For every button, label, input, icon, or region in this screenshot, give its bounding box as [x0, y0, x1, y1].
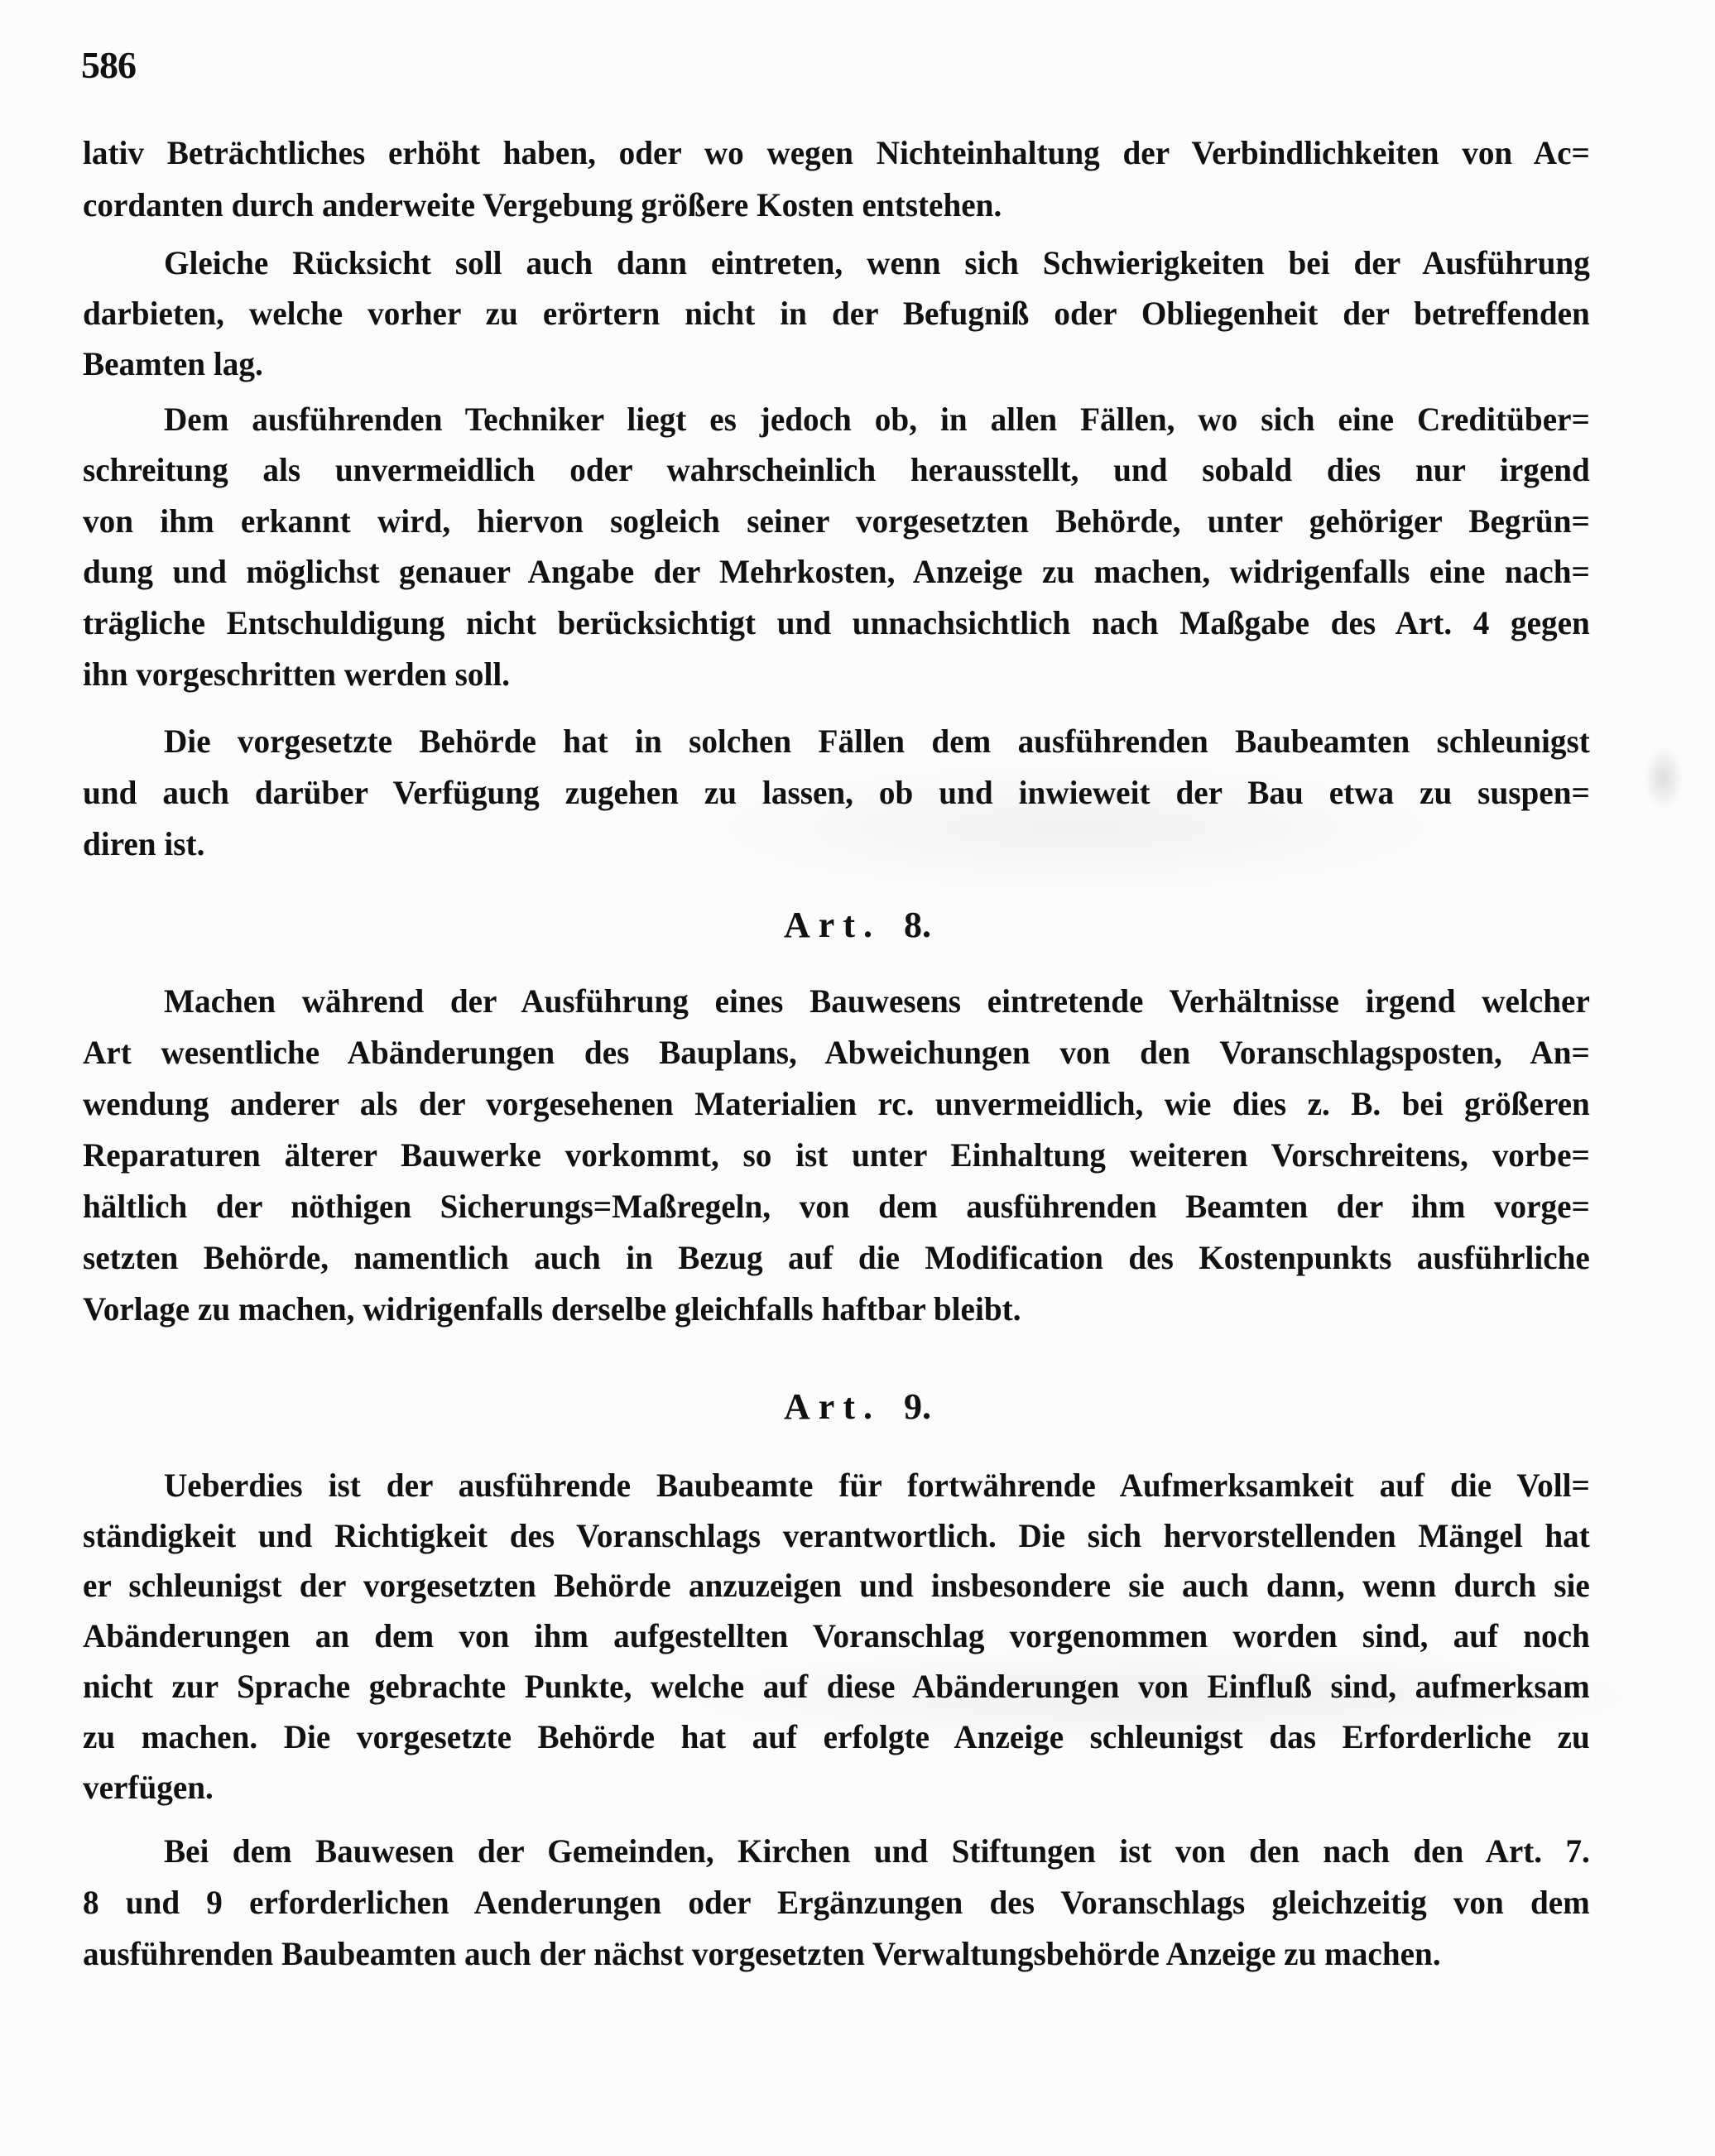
- text-line: Ueberdies ist der ausführende Baubeamte für fortwährende Aufmerksamkeit auf die Voll=: [164, 1467, 1590, 1504]
- text-line: Dem ausführenden Techniker liegt es jedoch ob, in allen Fällen, wo sich eine Creditüber=: [164, 401, 1590, 438]
- text-line: schreitung als unvermeidlich oder wahrscheinlich herausstellt, und sobald dies nur irgend: [83, 451, 1590, 488]
- text-line: verfügen.: [83, 1769, 214, 1806]
- text-line: cordanten durch anderweite Vergebung größere Kosten entstehen.: [83, 186, 1002, 223]
- text-line: trägliche Entschuldigung nicht berücksichtigt und unnachsichtlich nach Maßgabe des Art. 4 gegen: [83, 604, 1590, 641]
- text-line: Beamten lag.: [83, 345, 263, 382]
- article-number: 9.: [903, 1386, 931, 1427]
- text-line: Gleiche Rücksicht soll auch dann eintreten, wenn sich Schwierigkeiten bei der Ausführung: [164, 244, 1590, 281]
- text-line: lativ Beträchtliches erhöht haben, oder wo wegen Nichteinhaltung der Verbindlichkeiten von Ac=: [83, 134, 1590, 171]
- text-line: Bei dem Bauwesen der Gemeinden, Kirchen und Stiftungen ist von den nach den Art. 7.: [164, 1832, 1590, 1870]
- article-heading-8: [0, 900, 1715, 950]
- text-line: diren ist.: [83, 825, 205, 862]
- text-line: Art wesentliche Abänderungen des Bauplans, Abweichungen von den Voranschlagsposten, An=: [83, 1034, 1590, 1071]
- text-line: Machen während der Ausführung eines Bauwesens eintretende Verhältnisse irgend welcher: [164, 982, 1590, 1020]
- article-heading-9: [0, 1382, 1715, 1432]
- text-line: nicht zur Sprache gebrachte Punkte, welche auf diese Abänderungen von Einfluß sind, aufmerksam: [83, 1668, 1590, 1705]
- text-line: darbieten, welche vorher zu erörtern nicht in der Befugniß oder Obliegenheit der betreffenden: [83, 295, 1590, 332]
- text-line: 8 und 9 erforderlichen Aenderungen oder Ergänzungen des Voranschlags gleichzeitig von dem: [83, 1884, 1590, 1921]
- text-line: und auch darüber Verfügung zugehen zu lassen, ob und inwieweit der Bau etwa zu suspen=: [83, 774, 1590, 811]
- text-line: ausführenden Baubeamten auch der nächst vorgesetzten Verwaltungsbehörde Anzeige zu machen.: [83, 1935, 1441, 1972]
- text-line: Die vorgesetzte Behörde hat in solchen Fällen dem ausführenden Baubeamten schleunigst: [164, 723, 1590, 760]
- text-line: er schleunigst der vorgesetzten Behörde anzuzeigen und insbesondere sie auch dann, wenn durch sie: [83, 1567, 1590, 1604]
- text-line: ständigkeit und Richtigkeit des Voranschlags verantwortlich. Die sich hervorstellenden Mängel hat: [83, 1517, 1590, 1554]
- text-line: setzten Behörde, namentlich auch in Bezug auf die Modification des Kostenpunkts ausführliche: [83, 1239, 1590, 1276]
- text-line: Reparaturen älterer Bauwerke vorkommt, so ist unter Einhaltung weiteren Vorschreitens, vorbe=: [83, 1136, 1590, 1174]
- article-number: 8.: [903, 905, 931, 945]
- text-line: dung und möglichst genauer Angabe der Mehrkosten, Anzeige zu machen, widrigenfalls eine nach=: [83, 553, 1590, 590]
- text-line: wendung anderer als der vorgesehenen Materialien rc. unvermeidlich, wie dies z. B. bei größeren: [83, 1085, 1590, 1122]
- text-line: Abänderungen an dem von ihm aufgestellten Voranschlag vorgenommen worden sind, auf noch: [83, 1617, 1590, 1654]
- text-line: hältlich der nöthigen Sicherungs=Maßregeln, von dem ausführenden Beamten der ihm vorge=: [83, 1188, 1590, 1225]
- text-line: ihn vorgeschritten werden soll.: [83, 655, 511, 693]
- text-line: Vorlage zu machen, widrigenfalls derselbe gleichfalls haftbar bleibt.: [83, 1290, 1021, 1328]
- text-line: zu machen. Die vorgesetzte Behörde hat auf erfolgte Anzeige schleunigst das Erforderliche zu: [83, 1718, 1590, 1755]
- text-line: von ihm erkannt wird, hiervon sogleich seiner vorgesetzten Behörde, unter gehöriger Begrün=: [83, 502, 1590, 540]
- page-number: 586: [81, 44, 136, 86]
- article-label: Art.: [784, 1386, 881, 1427]
- article-label: Art.: [784, 905, 881, 945]
